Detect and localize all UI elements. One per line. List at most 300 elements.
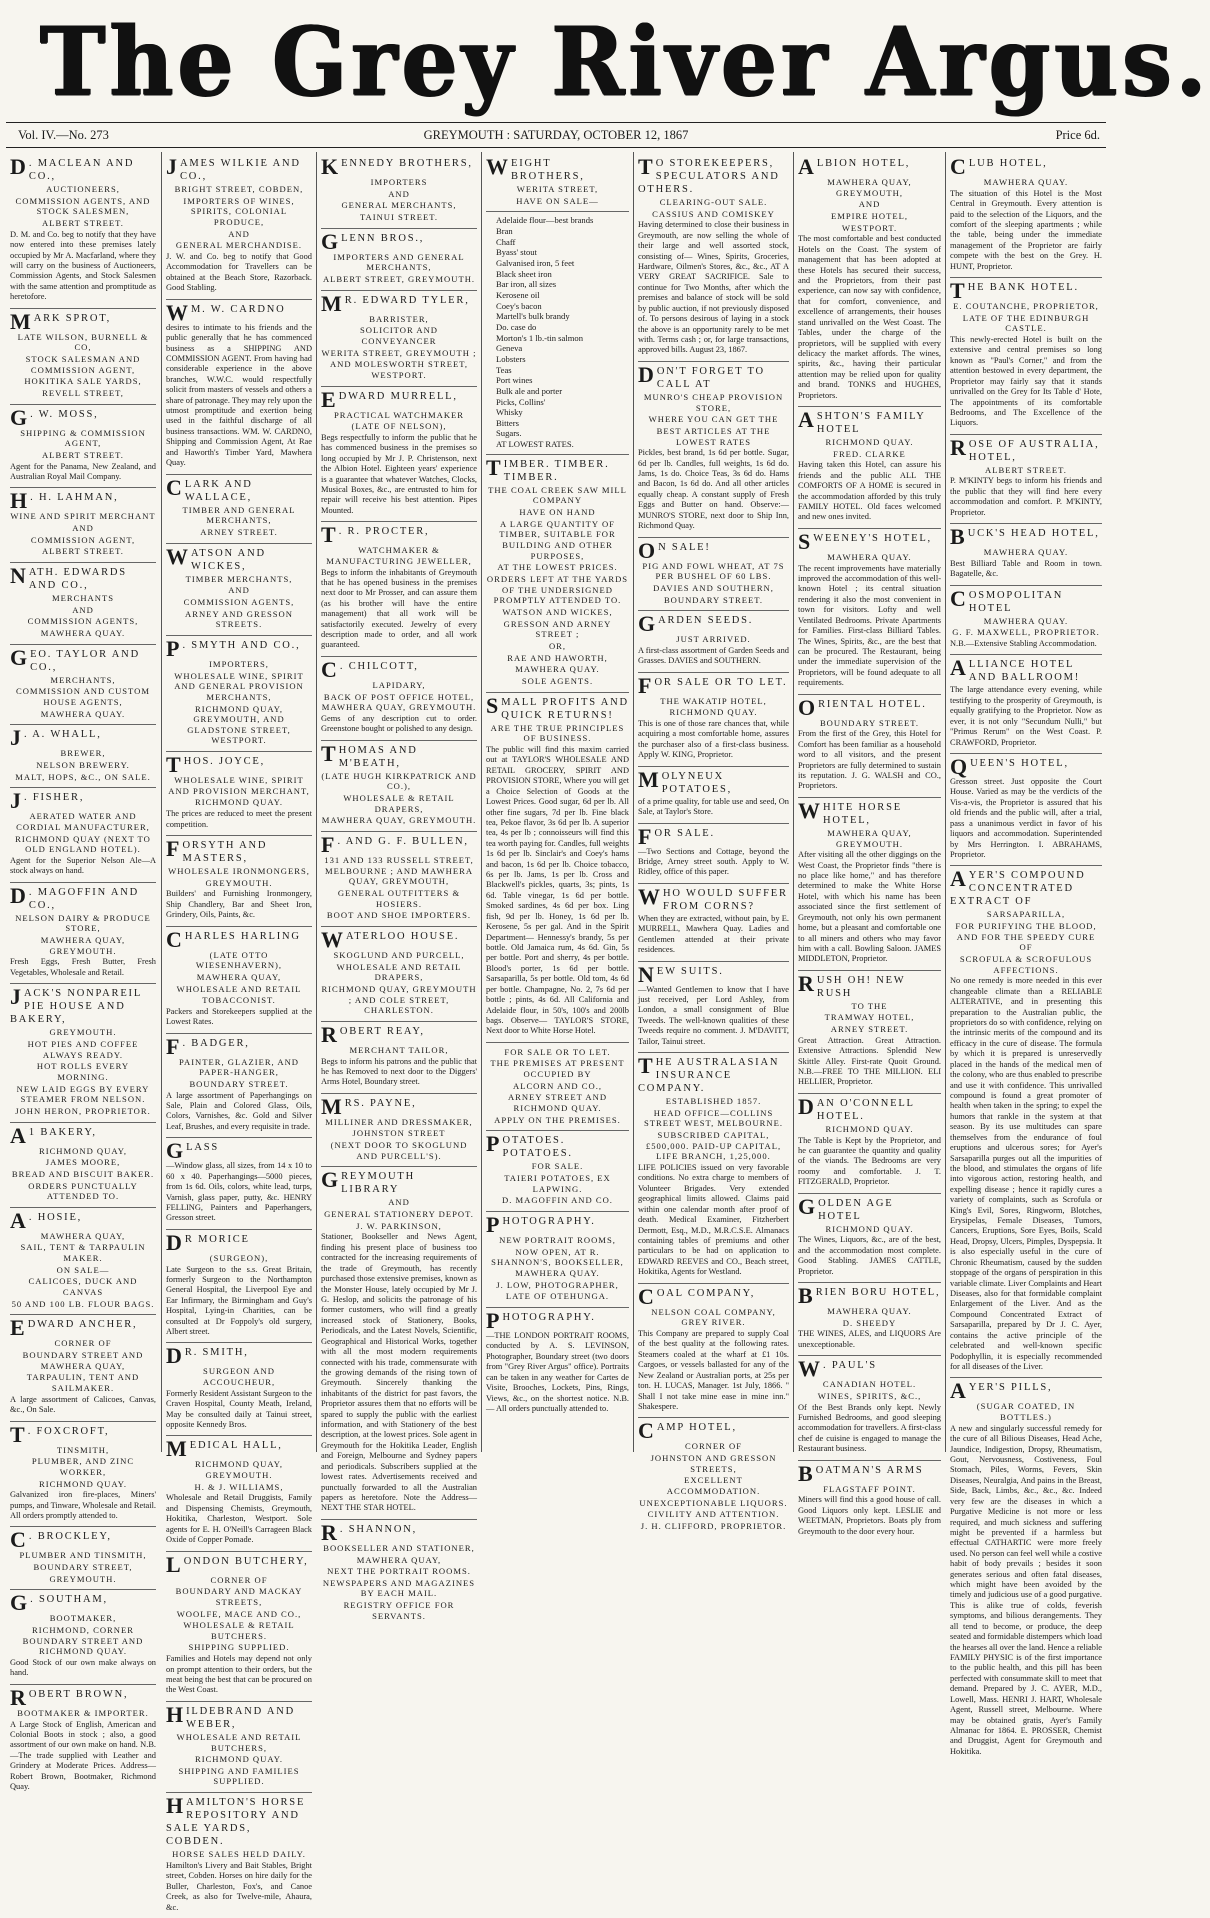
ad-line: RICHMOND QUAY, GREYMOUTH ; AND COLE STREET, CHARLESTON. xyxy=(321,983,477,1016)
ad-body: Agent for the Superior Nelson Ale—A stock always on hand. xyxy=(10,855,156,876)
ad-line: JOHNSTON AND GRESSON STREETS, xyxy=(650,1453,777,1474)
ad-heading xyxy=(10,404,156,430)
ad-line: LATE OF THE EDINBURGH CASTLE. xyxy=(962,312,1090,334)
ad-body: Hamilton's Livery and Bait Stables, Bright street, Cobden. Horses on hire daily for the Buller, Charleston, Fox's, and Canoe Creek, as also for Twelve-mile, Ahaura, &c. xyxy=(166,1860,312,1912)
advertisement xyxy=(798,407,941,529)
advertisement xyxy=(10,405,156,489)
ad-line: NEW PORTRAIT ROOMS, xyxy=(499,1235,616,1246)
ad-heading xyxy=(950,655,1102,684)
ad-line: EXCELLENT ACCOMMODATION. xyxy=(666,1475,761,1496)
ad-line: GREYMOUTH. xyxy=(205,877,273,888)
ad-heading xyxy=(486,1307,629,1333)
ad-initial: G xyxy=(10,644,28,670)
ad-body: A Large Stock of English, American and Colonial Boots in stock ; also, a good assortment of our own make on hand. N.B.—The trade supplied with Leather and Grindery at Moderate Prices. Address—Robert Brown, Bootmaker, Richmond Quay. xyxy=(10,1719,156,1792)
ad-line: JOHN HERON, PROPRIETOR. xyxy=(15,1105,151,1116)
ad-list-item: Do. case do xyxy=(496,321,537,332)
ad-heading-text: LENN BROS., xyxy=(341,232,425,244)
ad-initial: G xyxy=(10,1590,28,1616)
ad-line: AND MOLESWORTH STREET, WESTPORT. xyxy=(329,359,469,380)
ad-line: TAINUI STREET. xyxy=(359,211,439,222)
ad-line: (LATE HUGH KIRKPATRICK AND CO.), xyxy=(321,770,477,792)
ad-line: AERATED WATER AND CORDIAL MANUFACTURER, xyxy=(16,811,150,832)
ad-line: BOOKSELLER AND STATIONER, xyxy=(323,1542,475,1553)
ad-line: NELSON DAIRY & PRODUCE STORE, xyxy=(15,912,151,934)
ad-initial: W xyxy=(166,299,188,325)
ad-initial: M xyxy=(10,308,31,334)
ad-heading xyxy=(166,1701,312,1731)
ad-heading xyxy=(638,1053,789,1095)
advertisement xyxy=(166,1702,312,1793)
ad-body: The Wines, Liquors, &c., are of the best, and the accommodation most complete. Good Stabling. JAMES CATTLE, Proprietor. xyxy=(798,1235,941,1276)
ad-line: CORNER OF xyxy=(54,1338,112,1349)
ad-heading-text: ARK SPROT, xyxy=(33,312,112,324)
ad-initial: P xyxy=(486,1212,500,1238)
ad-line: ALCORN AND CO., xyxy=(512,1080,602,1091)
advertisement xyxy=(798,1194,941,1283)
ad-line: SOLICITOR AND CONVEYANCER xyxy=(359,325,438,346)
advertisement xyxy=(10,1123,156,1208)
ad-initial: K xyxy=(321,154,339,179)
ad-heading-text: EW SUITS. xyxy=(656,965,724,977)
ad-heading-text: LASS xyxy=(186,1142,220,1154)
ad-line: AND xyxy=(72,523,94,534)
ad-initial: G xyxy=(798,1193,816,1219)
ad-line: SUBSCRIBED CAPITAL, £500,000. PAID-UP CAPITAL, LIFE BRANCH, 1,25,000. xyxy=(645,1130,782,1162)
ad-heading-text: ATERLOO HOUSE. xyxy=(346,930,460,942)
ad-heading-text: AN O'CONNELL HOTEL. xyxy=(816,1097,915,1122)
advertisement xyxy=(10,488,156,563)
ad-heading-text: ARDEN SEEDS. xyxy=(658,615,754,627)
ad-line: JAMES MOORE, xyxy=(45,1157,121,1168)
advertisement xyxy=(798,1283,941,1356)
ad-line: MAWHERA QUAY, xyxy=(356,1554,442,1565)
ad-line: WATSON AND WICKES, xyxy=(502,607,613,618)
ad-heading-text: DWARD MURRELL, xyxy=(338,390,458,402)
newspaper-page xyxy=(6,152,1106,1912)
ad-line: AND xyxy=(228,228,250,239)
ad-heading-text: MALL PROFITS AND QUICK RETURNS! xyxy=(501,696,629,721)
ad-heading xyxy=(166,1793,312,1848)
ad-line: ALBERT STREET. xyxy=(42,546,124,557)
advertisement xyxy=(950,586,1102,656)
ad-heading xyxy=(486,454,629,484)
ad-heading xyxy=(166,1033,312,1059)
advertisement xyxy=(950,866,1102,1378)
column-5 xyxy=(633,152,793,1531)
ad-line: GRESSON AND ARNEY STREET ; xyxy=(503,618,612,640)
ad-heading-text: HE AUSTRALASIAN INSURANCE COMPANY. xyxy=(638,1057,780,1095)
ad-initial: H xyxy=(166,1701,184,1727)
ad-heading xyxy=(486,154,629,183)
advertisement xyxy=(166,1793,312,1918)
ad-heading xyxy=(321,926,477,952)
ad-heading-text: LBION HOTEL, xyxy=(816,158,911,169)
ad-body: This Company are prepared to supply Coal of the best quality at the following rates. Steamers coaled at the wharf at £1 10s. Cargoes, or vessels ballasted for any of the New Zealand or Australian ports, at 25s per ton. H. LUCAS, Manager. 1st July, 1866. " Shall I not take mine ease in mine inn." Shakespere. xyxy=(638,1328,789,1411)
ad-line: SARSAPARILLA, xyxy=(986,909,1066,920)
ad-heading-text: . CHILCOTT, xyxy=(339,660,419,672)
ad-heading-text: ONDON BUTCHERY, xyxy=(183,1555,309,1567)
ad-initial: R xyxy=(321,1519,337,1545)
ad-body: Begs respectfully to inform the public that he has commenced business in the premises so long occupied by Mr J. P. Christenson, next the Albion Hotel. Eighteen years' experience is a guarantee that whatever Watches, Clocks, Musical Boxes, &c., are entrusted to him for repair will receive his best attention. Pipes Mounted. xyxy=(321,432,477,515)
ad-initial: O xyxy=(638,537,656,563)
ad-body: —Two Sections and Cottage, beyond the Bridge, Arney street south. Apply to W. Ridley, office of this paper. xyxy=(638,846,789,877)
ad-line: CASSIUS AND COMISKEY xyxy=(652,208,775,219)
ad-line: OR, xyxy=(548,641,567,651)
ad-line: WOOLFE, MACE AND CO., xyxy=(176,1608,302,1619)
ad-initial: J xyxy=(166,154,177,179)
advertisement xyxy=(10,725,156,788)
advertisement xyxy=(166,154,312,300)
ad-heading xyxy=(950,278,1102,304)
ad-initial: M xyxy=(321,1093,342,1119)
ad-line: ARNEY STREET. xyxy=(830,1024,909,1035)
ad-list-item: Picks, Collins' xyxy=(496,396,546,407)
ad-line: COMMISSION AND CUSTOM HOUSE AGENTS, xyxy=(15,686,150,707)
ad-body: Begs to inform his patrons and the public that he has Removed to next door to the Diggers' Arms Hotel, Boundary street. xyxy=(321,1056,477,1087)
ad-heading-text: ORSYTH AND MASTERS, xyxy=(182,839,268,864)
ad-initial: H xyxy=(10,488,28,514)
ad-heading xyxy=(321,522,477,548)
ad-line: MERCHANTS, xyxy=(50,674,116,685)
ad-heading xyxy=(486,1212,629,1238)
ad-heading xyxy=(166,752,312,778)
advertisement xyxy=(798,1356,941,1460)
ad-line: NEWSPAPERS AND MAGAZINES BY EACH MAIL. xyxy=(322,1577,476,1599)
ad-heading xyxy=(950,754,1102,779)
ad-heading xyxy=(10,154,156,183)
ad-list-item: Whisky xyxy=(496,407,523,418)
ad-line: BOOT AND SHOE IMPORTERS. xyxy=(326,910,472,921)
ad-body: The public will find this maxim carried out at TAYLOR'S WHOLESALE AND RETAIL GROCERY, SPIRIT AND PROVISION STORE, Where you will get a Choice Selection of Goods at the Lowest Prices. Good sugar, 6d per lb. All other fine sugars, 7d per lb. Fine black tea, Pekoe flavor, 3s 6d per lb. A superior tea, 4s per lb ; connoisseurs will find this tea worth paying for. Candles, full weights 1s 6d per lb. Sinclair's and Coey's hams and bacon, 1s 6d per lb. Choice tobacco, 6s per lb. Jams, 1s per lb. Cross and Blackwell's pickles, quarts, 3s; pints, 1s 6d. Table vinegar, 1s 6d per bottle. Smoked sardines, 4s 6d per box. Ling fish, 9d per lb. Honey, 1s 6d per lb. Kerosene, 5s per gal. And in the Spirit Department— Hennessy's brandy, 5s per bottle. Old Jamaica rum, 4s 6d. Gin, 5s per bottle. Port and sherry, 4s per bottle. Blood's porter, 1s 6d per bottle. Sarsaparilla, 5s per bottle. Old tom, 4s 6d per bottle. Champagne, No. 2, 7s 6d per bottle ; pints, 4s 6d. All California and Adelaide flour, in 50's, 100's and 200lb bags. Observe— TAYLOR'S STORE, Next door to White Horse Hotel. xyxy=(486,744,629,1036)
ad-body: The most comfortable and best conducted Hotels on the Coast. The system of management that has been adopted at these Hotels has secured their success, and the Proprietors, from their past experience, can now say with confidence, that for comfort, convenience, and excellence of arrangements, their houses stand unrivalled on the West Coast. The Tables, under the charge of the proprietors, will be supplied with every delicacy the market affords. The wines, spirits, &c., having their particular attention may be relied upon for quality and brand. TONKS and HUGHES, Proprietors. xyxy=(798,234,941,400)
ad-line: AND xyxy=(228,585,250,596)
ad-line: MAWHERA QUAY, GREYMOUTH, xyxy=(827,177,912,198)
advertisement xyxy=(10,1315,156,1421)
ad-initial: D xyxy=(166,1343,182,1369)
ad-line: ARNEY AND GRESSON STREETS. xyxy=(185,608,293,630)
ad-line: TIMBER AND GENERAL MERCHANTS, xyxy=(182,504,296,526)
ad-initial: M xyxy=(166,1436,187,1462)
advertisement xyxy=(321,229,477,291)
ad-line: ORDERS LEFT AT THE YARDS OF THE UNDERSIGNED PROMPTLY ATTENDED TO. xyxy=(486,574,629,606)
ad-heading-text: UEEN'S HOTEL, xyxy=(970,758,1069,769)
ad-heading-text: . BROCKLEY, xyxy=(28,1531,112,1543)
ad-list-item: Martell's bulk brandy xyxy=(496,311,570,322)
advertisement xyxy=(486,1212,629,1308)
ad-initial: A xyxy=(10,1122,26,1148)
ad-heading-text: WEENEY'S HOTEL, xyxy=(813,532,932,544)
advertisement xyxy=(321,1094,477,1168)
advertisement xyxy=(166,1343,312,1436)
ad-line: GREYMOUTH. xyxy=(49,1027,117,1038)
ad-heading xyxy=(798,970,941,1000)
ad-body: Packers and Storekeepers supplied at the Lowest Rates. xyxy=(166,1006,312,1027)
ad-line: WERITA STREET, GREYMOUTH ; xyxy=(321,347,477,358)
advertisement xyxy=(321,1520,477,1627)
ad-line: RICHMOND QUAY. xyxy=(669,707,758,718)
advertisement xyxy=(798,154,941,407)
ad-line: PIG AND FOWL WHEAT, AT 7S PER BUSHEL OF 60 LBS. xyxy=(642,560,785,582)
advertisement xyxy=(166,300,312,475)
ad-line: WHOLESALE WINE, SPIRIT AND PROVISION MERCHANT, xyxy=(168,775,310,796)
ad-heading-text: OATMAN'S ARMS xyxy=(815,1464,924,1476)
ad-initial: M xyxy=(321,290,342,316)
ad-heading xyxy=(166,1551,312,1577)
ad-initial: R xyxy=(798,970,814,996)
ad-line: TINSMITH, xyxy=(56,1444,110,1455)
ad-body: N.B.—Extensive Stabling Accommodation. xyxy=(950,639,1097,649)
ad-heading xyxy=(321,740,477,770)
ad-line: G. F. MAXWELL, PROPRIETOR. xyxy=(952,627,1100,638)
advertisement xyxy=(486,154,629,212)
ad-heading xyxy=(321,1519,477,1545)
ad-body: Stationer, Bookseller and News Agent, finding his present place of business too contracted for the increasing requirements of the trade of Greymouth, has recently purchased those extensive premises, known as the Monster House, lately occupied by Mr J. G. Heslop, and solicits the patronage of his former customers, who will find a greatly increased stock of Stationery, Books, Periodicals, and the Latest Novels, Scientific, Geographical and Historical Works, together with all the most modern requirements connected with his trade, commensurate with the growing demands of the rising town of Greymouth. Sincerely thanking the inhabitants of the district for past favors, the Proprietor assures them that no efforts will be spared to supply the public with the earliest information, and with Stationery of the best description, at the lowest prices. Sole agent in Greymouth for the Hokitika Leader, English and Foreign, Melbourne and Sydney papers and periodicals. Subscribers supplied at the lowest rates. Advertisements received and punctually forwarded to all the Australian papers as heretofore. Note the Address— NEXT THE STAR HOTEL. xyxy=(321,1232,477,1513)
ad-line: HOKITIKA SALE YARDS, xyxy=(24,376,142,387)
ad-line: SHIPPING SUPPLIED. xyxy=(188,1642,290,1653)
ad-line: (NEXT DOOR TO SKOGLUND AND PURCELL'S). xyxy=(330,1140,468,1161)
ad-list-item: Bitters xyxy=(496,417,519,428)
ad-initial: W xyxy=(798,797,820,823)
ad-heading xyxy=(798,154,941,179)
ad-line: WESTPORT. xyxy=(841,222,898,233)
ad-heading xyxy=(950,1378,1102,1404)
ad-body: Late Surgeon to the s.s. Great Britain, formerly Surgeon to the Northampton General Hospital, the Liverpool Eye and Ear Infirmary, the Birmingham and Guy's Hospital, Lying-in Charities, can be consulted at Dr Foppoly's old surgery, Albert street. xyxy=(166,1264,312,1337)
ad-line: HAVE ON HAND xyxy=(519,507,596,518)
ad-body: From the first of the Grey, this Hotel for Comfort has been familiar as a household word to all visitors, and the present Proprietors are fully determined to sustain its reputation. J. G. WALSH and CO., Proprietors. xyxy=(798,729,941,791)
ad-body: A first-class assortment of Garden Seeds and Grasses. DAVIES and SOUTHERN. xyxy=(638,645,789,666)
ad-line: ESTABLISHED 1857. xyxy=(665,1096,762,1107)
advertisement xyxy=(166,475,312,544)
advertisement xyxy=(321,741,477,832)
ad-line: TO THE xyxy=(851,1000,888,1011)
ad-line: CANADIAN HOTEL. xyxy=(822,1379,917,1390)
advertisement xyxy=(638,1053,789,1284)
ad-body: This newly-erected Hotel is built on the extensive and central premises so long known as "Paul's Corner," and from the attention bestowed in every department, the Proprietor may fairly say that it stands unrivalled on the Grey for Its Table d' Hote, The appointments of its comfortable Bedrooms, and The Excellence of the Liquors. xyxy=(950,335,1102,428)
ad-list-item: Bran xyxy=(496,226,513,236)
ad-heading-text: . R. PROCTER, xyxy=(338,526,430,538)
ad-initial: G xyxy=(321,1167,339,1193)
ad-initial: R xyxy=(10,1684,26,1710)
ad-heading xyxy=(798,1283,941,1309)
ad-initial: C xyxy=(638,1283,654,1309)
ad-heading xyxy=(166,543,312,573)
advertisement xyxy=(950,754,1102,866)
ad-initial: J xyxy=(10,788,21,814)
ad-initial: C xyxy=(10,1527,26,1553)
ad-line: BOUNDARY STREET AND MAWHERA QUAY, xyxy=(22,1350,144,1371)
ad-body: Begs to inform the inhabitants of Greymouth that he has opened business in the premises next door to Mr Prosser, and can assure them (as his brother will have the entire management) that all work will be satisfactorily executed. Jewelry of every description made to order, and all work guaranteed. xyxy=(321,567,477,650)
ad-line: PAINTER, GLAZIER, AND PAPER-HANGER, xyxy=(179,1056,299,1078)
ad-line: BEST ARTICLES AT THE LOWEST RATES xyxy=(656,425,771,447)
advertisement xyxy=(321,927,477,1022)
ad-initial: R xyxy=(321,1021,337,1047)
ad-list-item: Chaff xyxy=(496,236,516,247)
ad-heading-text: HOMAS AND M'BEATH, xyxy=(338,744,418,769)
ad-heading xyxy=(10,1590,156,1616)
ad-line: J. LOW, PHOTOGRAPHER, xyxy=(496,1279,619,1290)
ad-heading xyxy=(486,1131,629,1160)
ad-initial: G xyxy=(321,228,339,254)
ad-heading-text: . H. LAHMAN, xyxy=(30,492,119,504)
ad-line: FRED. CLARKE xyxy=(833,448,906,459)
ad-line: MERCHANTS xyxy=(51,593,114,604)
ad-heading-text: OSE OF AUSTRALIA, HOTEL, xyxy=(968,438,1100,463)
ad-line: FOR SALE. xyxy=(531,1161,584,1172)
ad-initial: T xyxy=(10,1421,25,1447)
ad-heading-text: OSMOPOLITAN HOTEL xyxy=(968,589,1064,614)
ad-initial: J xyxy=(10,725,21,751)
ad-line: APPLY ON THE PREMISES. xyxy=(494,1114,621,1125)
ad-line: AND xyxy=(858,199,881,210)
ad-heading xyxy=(10,308,156,334)
advertisement xyxy=(10,1590,156,1684)
ad-heading-text: . SHANNON, xyxy=(339,1523,418,1535)
ad-line: ALBERT STREET. xyxy=(42,218,124,228)
ad-line: WHERE YOU CAN GET THE xyxy=(648,414,779,425)
ad-line: ARE THE TRUE PRINCIPLES OF BUSINESS. xyxy=(490,722,625,744)
ad-heading xyxy=(10,725,156,751)
ad-line: AND xyxy=(388,1197,410,1208)
ad-heading xyxy=(321,154,477,179)
ad-heading-text: HO WOULD SUFFER FROM CORNS? xyxy=(663,887,788,912)
ad-line: MAWHERA QUAY. xyxy=(40,708,126,719)
ad-heading-text: N SALE! xyxy=(658,541,711,553)
ad-heading xyxy=(798,1093,941,1123)
advertisement xyxy=(638,673,789,767)
advertisement xyxy=(950,1378,1102,1762)
column-1 xyxy=(6,152,160,1792)
ad-body: P. M'KINTY begs to inform his friends and the public that they will find here every accommodation and comfort. P. M'KINTY, Proprietor. xyxy=(950,476,1102,517)
ad-heading xyxy=(798,797,941,827)
ad-body: Gresson street. Just opposite the Court House. Varied as may be the verdicts of the Vis-a-vis, the Proprietor is assured that his old friends and the public will, after a trial, pass a unanimous verdict in favor of his liquors and accommodation. Superintended by Mrs Herrington. I. ABRAHAMS, Proprietor. xyxy=(950,777,1102,859)
advertisement xyxy=(798,1094,941,1194)
ad-heading xyxy=(321,832,477,858)
ad-line: BOUNDARY AND MACKAY STREETS, xyxy=(175,1586,303,1607)
advertisement xyxy=(638,884,789,962)
ad-body: Formerly Resident Assistant Surgeon to the Craven Hospital, County Meath, Ireland, May be consulted daily at Tainui street, opposite Kennedy Bros. xyxy=(166,1388,312,1430)
ad-line: COMMISSION AGENTS, xyxy=(27,616,139,627)
ad-line: RAE AND HAWORTH, xyxy=(507,652,608,663)
ad-line: J. H. CLIFFORD, PROPRIETOR. xyxy=(640,1520,787,1531)
ad-line: HOT PIES AND COFFEE ALWAYS READY. xyxy=(27,1038,139,1060)
ad-body: Miners will find this a good house of call. Good Liquors only kept. LESLIE and WEETMAN, Proprietors. Boats ply from Greymouth to the door every hour. xyxy=(798,1495,941,1536)
advertisement xyxy=(10,788,156,882)
advertisement xyxy=(638,611,789,673)
ad-list-item: Port wines xyxy=(496,375,533,386)
ad-heading-text: YER'S PILLS, xyxy=(968,1382,1053,1394)
ad-body: Fresh Eggs, Fresh Butter, Fresh Vegetables, Wholesale and Retail. xyxy=(10,957,156,977)
ad-body: J. W. and Co. beg to notify that Good Accommodation for Travellers can be obtained at the Beach Store, Razorback. Good Stabling. xyxy=(166,251,312,293)
ad-body: LIFE POLICIES issued on very favorable conditions. No extra charge to members of Volunteer Brigades. Very extended geographical limits allowed. Claims paid within one calendar month after proof of death. Medical Examiner, Fitzherbert Dermott, Esq., M.D., M.R.C.S.E. Almanacs containing tables of premiums and other particulars to be had on application to EDWARD REEVES and CO., Beach street, Hokitika, Agents for Westland. xyxy=(638,1163,789,1277)
column-2 xyxy=(161,152,316,1912)
ad-heading-text: EIGHT BROTHERS, xyxy=(511,158,585,183)
ad-heading-text: DWARD ANCHER, xyxy=(27,1319,138,1331)
masthead-title: The Grey River Argus. xyxy=(40,4,1210,118)
ad-heading xyxy=(950,154,1102,179)
ad-line: BOOTMAKER & IMPORTER. xyxy=(17,1707,149,1718)
advertisement xyxy=(638,824,789,884)
ad-heading xyxy=(638,1418,789,1444)
ad-line: JOHNSTON STREET xyxy=(352,1128,446,1139)
ad-heading-text: O STOREKEEPERS, SPECULATORS AND OTHERS. xyxy=(638,158,780,196)
ad-heading-text: LLIANCE HOTEL AND BALLROOM! xyxy=(968,659,1081,684)
ad-body: Having determined to close their business in Greymouth, are now selling the whole of their large and well assorted stock, consisting of— Wines, Spirits, Groceries, Hardware, Oilmen's Stores, &c., &c., AT A VERY GREAT SACRIFICE. Sale to continue for Two Months, after which the premises and balance of stock will be sold by public auction, if not previously disposed of. To persons desirous of laying in a stock the above is an opportunity rarely to be met with. Terms cash ; or, for large transactions, approved bills. August 23, 1867. xyxy=(638,220,789,355)
ad-heading xyxy=(486,692,629,722)
ad-body: The Table is Kept by the Proprietor, and he can guarantee the quantity and quality of the viands. The Bedrooms are very roomy and comfortable. J. T. FITZGERALD, Proprietor. xyxy=(798,1135,941,1187)
ad-heading-text: RS. PAYNE, xyxy=(344,1097,417,1109)
ad-line: RICHMOND QUAY (NEXT TO OLD ENGLAND HOTEL). xyxy=(15,833,151,855)
ad-line: MAWHERA QUAY. xyxy=(515,664,600,675)
ad-heading-text: R MORICE xyxy=(184,1233,250,1245)
ad-initial: A xyxy=(798,154,814,179)
advertisement xyxy=(10,1527,156,1590)
advertisement xyxy=(950,154,1102,278)
ad-line: (LATE OTTO WIESENHAVERN), xyxy=(195,949,283,971)
ad-body: —Window glass, all sizes, from 14 x 10 to 60 x 40. Paperhangings—5000 pieces, from 1s 6d. Oils, colors, white lead, turps, Varnish, glass paper, putty, &c. HENRY FELLING, Painters and Paperhangers, Gresson street. xyxy=(166,1161,312,1223)
ad-list-item: Geneva xyxy=(496,343,523,354)
advertisement xyxy=(798,1461,941,1542)
ad-body: Great Attraction. Great Attraction. Extensive Attractions. Splendid New Skittle Alley. First-rate Quoit Ground. N.B.—FREE TO THE MILLION. ELI HELLIER, Proprietor. xyxy=(798,1035,941,1087)
ad-line: MAWHERA QUAY, xyxy=(40,1230,126,1241)
ad-heading-text: AMP HOTEL, xyxy=(656,1422,737,1434)
advertisement xyxy=(486,693,629,1043)
ad-heading-text: IMBER. TIMBER. TIMBER. xyxy=(503,458,610,483)
ad-list-item: Morton's 1 lb.-tin salmon xyxy=(496,332,584,343)
ad-initial: D xyxy=(798,1093,814,1119)
ad-heading xyxy=(950,866,1102,908)
ad-heading xyxy=(166,1138,312,1164)
ad-line: MILLINER AND DRESSMAKER, xyxy=(325,1116,473,1127)
ad-line: EMPIRE HOTEL, xyxy=(831,210,908,221)
advertisement xyxy=(10,1685,156,1798)
ad-line: FOR PURIFYING THE BLOOD, AND FOR THE SPEEDY CURE OF xyxy=(955,921,1097,953)
advertisement xyxy=(166,1552,312,1702)
ad-heading xyxy=(10,1421,156,1447)
ad-heading-text: . AND G. F. BULLEN, xyxy=(337,836,469,848)
ad-initial: C xyxy=(638,1418,654,1444)
advertisement xyxy=(10,309,156,405)
advertisement xyxy=(798,529,941,695)
ad-body: THE WINES, ALES, and LIQUORS Are unexceptionable. xyxy=(798,1329,941,1349)
ad-body: When they are extracted, without pain, by E. MURRELL, Mawhera Quay. Ladies and Gentlemen attended at their private residences. xyxy=(638,913,789,955)
advertisement xyxy=(486,1308,629,1419)
ad-line: 50 AND 100 LB. FLOUR BAGS. xyxy=(11,1298,155,1309)
ad-line: IMPORTERS OF WINES, SPIRITS, COLONIAL PRODUCE, xyxy=(183,195,295,227)
ad-line: BOUNDARY STREET. xyxy=(663,594,764,605)
ad-heading-text: OBERT BROWN, xyxy=(28,1688,129,1700)
ad-line: BOOTMAKER, xyxy=(49,1613,117,1624)
ad-list-item: Sugars. xyxy=(496,428,522,439)
ad-initial: B xyxy=(798,1460,813,1486)
ad-line: MUNRO'S CHEAP PROVISION STORE, xyxy=(643,391,784,413)
ad-body: —THE LONDON PORTRAIT ROOMS, conducted by A. S. LEVINSON, Photographer, Boundary street (two doors from "Grey River Argus" office). Portraits can be taken in any weather for Cartes de Visite, Brooches, Lockets, Pins, Rings, Views, &c., on the shortest notice. N.B. — All orders punctually attended to. xyxy=(486,1330,629,1413)
advertisement xyxy=(321,657,477,741)
ad-initial: H xyxy=(166,1793,184,1819)
ad-body: The prices are reduced to meet the present competition. xyxy=(166,809,312,829)
ad-initial: F xyxy=(638,672,652,698)
advertisement xyxy=(166,752,312,836)
ad-heading-text: LUB HOTEL, xyxy=(968,158,1048,169)
ad-heading-text: UCK'S HEAD HOTEL, xyxy=(967,528,1100,540)
ad-initial: T xyxy=(321,740,336,766)
advertisement xyxy=(321,1022,477,1094)
ad-body: Good Stock of our own make always on hand. xyxy=(10,1658,156,1678)
ad-line: TOBACCONIST. xyxy=(202,995,276,1006)
ad-initial: T xyxy=(638,154,653,179)
ad-initial: N xyxy=(10,562,26,588)
ad-line: RICHMOND QUAY, GREYMOUTH. xyxy=(194,1459,283,1481)
ad-line: BREAD AND BISCUIT BAKER. xyxy=(11,1168,155,1179)
